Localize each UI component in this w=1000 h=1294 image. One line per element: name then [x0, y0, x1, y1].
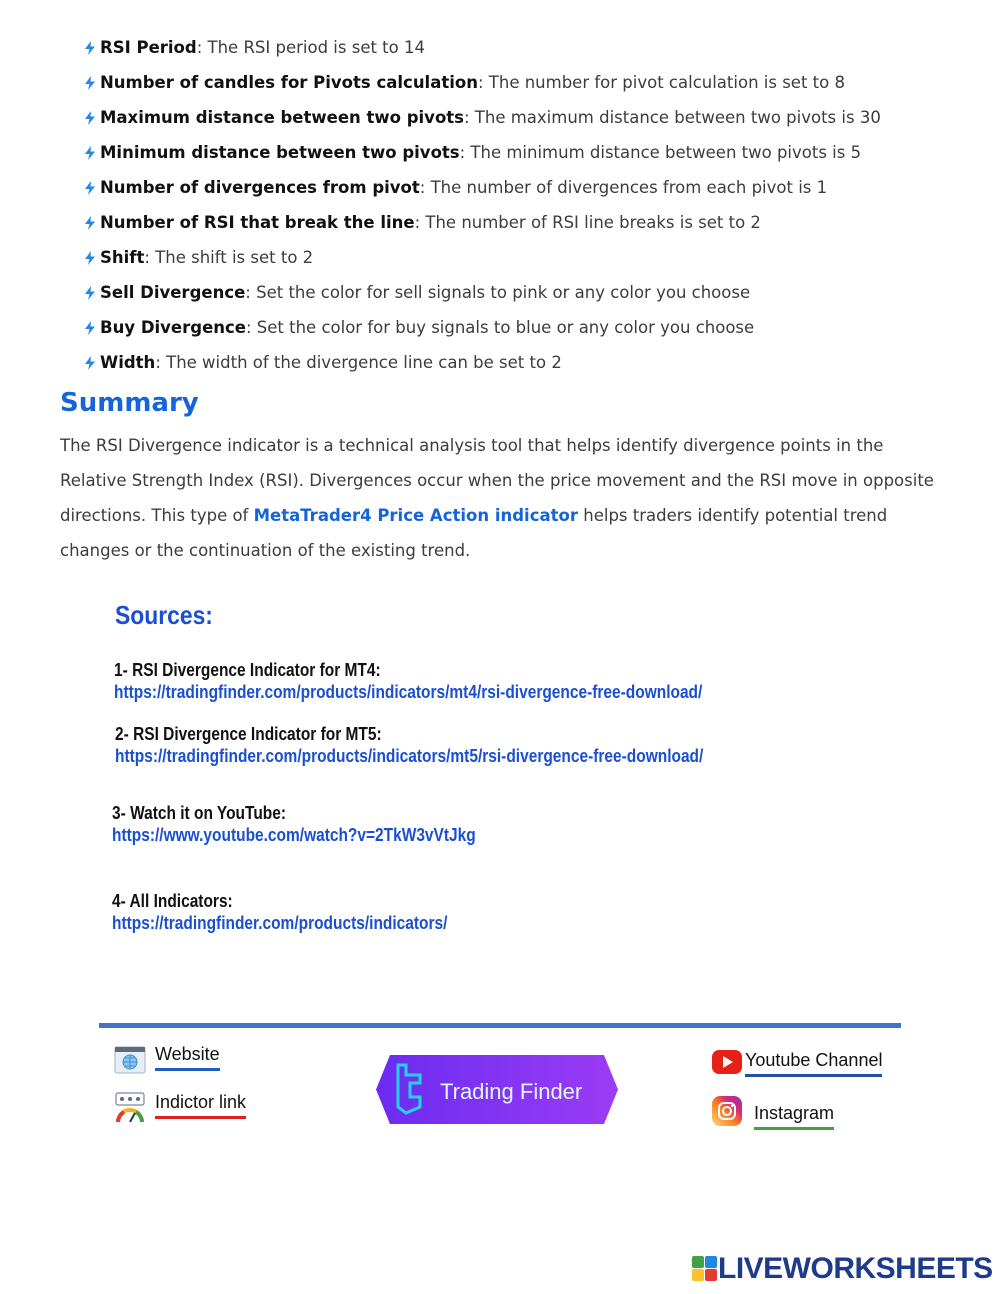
list-item — [84, 30, 984, 65]
parameter-term: Sell Divergence — [100, 282, 246, 302]
parameter-description: : The minimum distance between two pivots is 5 — [459, 142, 862, 162]
lightning-bolt-icon — [84, 286, 96, 300]
parameter-term: RSI Period — [100, 37, 197, 57]
parameter-description: : The number of divergences from each pivot is 1 — [419, 177, 828, 197]
lightning-bolt-icon — [84, 356, 96, 370]
watermark-text: LIVEWORKSHEETS — [718, 1252, 993, 1285]
list-item — [84, 135, 984, 170]
parameter-term: Minimum distance between two pivots — [100, 142, 460, 162]
source-label: 3- Watch it on YouTube: — [112, 803, 287, 823]
footer-indicator-link[interactable] — [114, 1092, 246, 1124]
list-item — [84, 205, 984, 240]
liveworksheets-watermark — [692, 1252, 993, 1286]
lightning-bolt-icon — [84, 321, 96, 335]
footer-youtube[interactable] — [711, 1046, 882, 1078]
parameter-term: Number of candles for Pivots calculation — [100, 72, 478, 92]
parameter-term: Width — [100, 352, 156, 372]
website-link[interactable]: Website — [155, 1044, 220, 1071]
list-item — [84, 240, 984, 275]
parameter-description: : The maximum distance between two pivots is 30 — [463, 107, 881, 127]
footer-website[interactable] — [114, 1044, 220, 1076]
lightning-bolt-icon — [84, 146, 96, 160]
source-link[interactable]: https://tradingfinder.com/products/indicators/ — [112, 913, 448, 933]
source-link[interactable]: https://www.youtube.com/watch?v=2TkW3vVtJkg — [112, 825, 476, 845]
parameter-term: Maximum distance between two pivots — [100, 107, 464, 127]
parameter-term: Shift — [100, 247, 145, 267]
source-item-mt4 — [114, 659, 702, 703]
footer-divider — [99, 1023, 901, 1028]
parameter-list — [84, 30, 984, 380]
price-action-indicator-link[interactable]: MetaTrader4 Price Action indicator — [253, 506, 578, 525]
list-item — [84, 345, 984, 380]
source-label: 2- RSI Divergence Indicator for MT5: — [115, 724, 382, 744]
source-item-mt5 — [115, 723, 703, 767]
liveworksheets-logo-icon — [692, 1256, 718, 1282]
list-item — [84, 65, 984, 100]
parameter-description: : The shift is set to 2 — [144, 247, 314, 267]
list-item — [84, 275, 984, 310]
indicator-link[interactable]: Indictor link — [155, 1092, 246, 1119]
instagram-link[interactable]: Instagram — [754, 1103, 834, 1130]
youtube-channel-link[interactable]: Youtube Channel — [745, 1050, 882, 1077]
logo-text: Trading Finder — [440, 1079, 583, 1104]
summary-paragraph — [60, 428, 950, 568]
trading-finder-logo[interactable] — [376, 1053, 618, 1126]
lightning-bolt-icon — [84, 41, 96, 55]
list-item — [84, 310, 984, 345]
source-link[interactable]: https://tradingfinder.com/products/indicators/mt5/rsi-divergence-free-download/ — [115, 746, 704, 766]
parameter-term: Number of RSI that break the line — [100, 212, 415, 232]
source-label: 4- All Indicators: — [112, 891, 233, 911]
summary-heading: Summary — [60, 388, 199, 418]
parameter-term: Number of divergences from pivot — [100, 177, 420, 197]
parameter-description: : Set the color for sell signals to pink or any color you choose — [245, 282, 751, 302]
instagram-icon — [711, 1095, 743, 1127]
parameter-description: : The number for pivot calculation is set to 8 — [477, 72, 845, 92]
list-item — [84, 170, 984, 205]
lightning-bolt-icon — [84, 111, 96, 125]
summary-text-start: The RSI Divergence indicator is a technical analysis tool that helps identify divergence points in the Relative Strength Index (RSI). Divergences occur when the price movement and the RSI move in opposite directions. This type of — [60, 436, 934, 525]
browser-globe-icon — [114, 1044, 146, 1076]
source-item-youtube — [112, 802, 476, 846]
gauge-icon — [114, 1092, 146, 1124]
parameter-description: : The number of RSI line breaks is set to 2 — [414, 212, 761, 232]
lightning-bolt-icon — [84, 251, 96, 265]
list-item — [84, 100, 984, 135]
summary-text-end: helps traders identify potential trend changes or the continuation of the existing trend. — [60, 506, 888, 560]
parameter-description: : The width of the divergence line can be set to 2 — [155, 352, 562, 372]
lightning-bolt-icon — [84, 76, 96, 90]
source-label: 1- RSI Divergence Indicator for MT4: — [114, 660, 381, 680]
source-item-all-indicators — [112, 890, 447, 934]
source-link[interactable]: https://tradingfinder.com/products/indicators/mt4/rsi-divergence-free-download/ — [114, 682, 703, 702]
lightning-bolt-icon — [84, 181, 96, 195]
footer-instagram[interactable] — [711, 1095, 834, 1130]
sources-heading: Sources: — [115, 600, 213, 630]
parameter-description: : The RSI period is set to 14 — [196, 37, 425, 57]
parameter-term: Buy Divergence — [100, 317, 246, 337]
lightning-bolt-icon — [84, 216, 96, 230]
youtube-icon — [711, 1046, 743, 1078]
parameter-description: : Set the color for buy signals to blue or any color you choose — [245, 317, 755, 337]
